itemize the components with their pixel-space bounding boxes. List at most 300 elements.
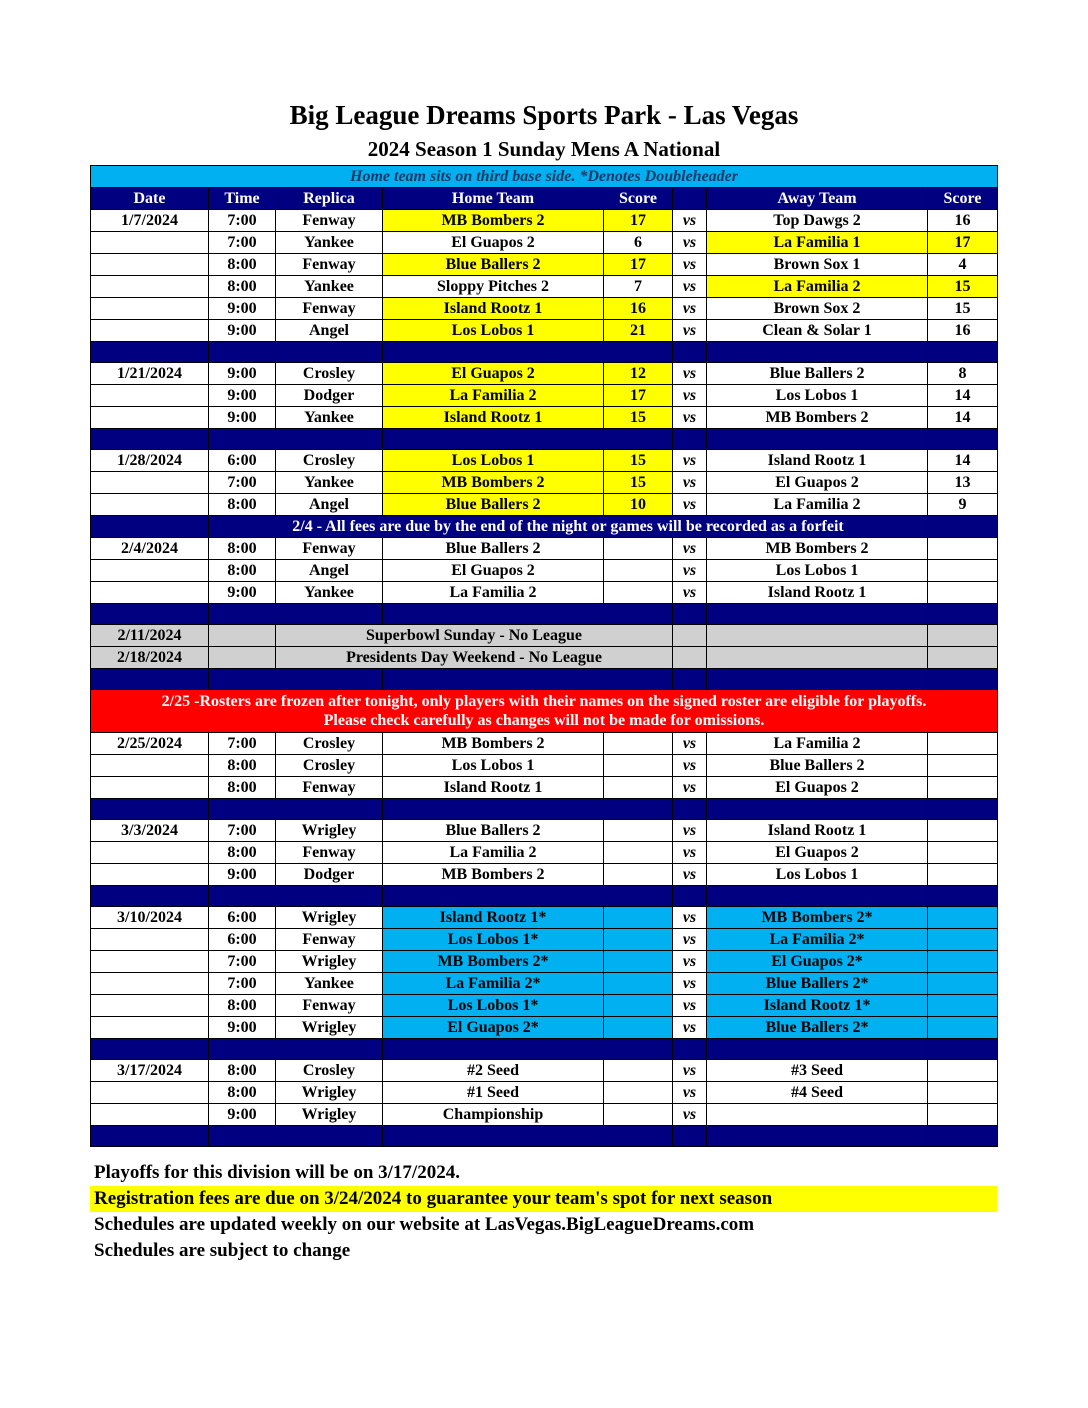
home-team: El Guapos 2 <box>383 363 604 385</box>
away-score <box>928 1060 998 1082</box>
away-team: Top Dawgs 2 <box>707 210 928 232</box>
home-team: La Familia 2 <box>383 582 604 604</box>
game-row <box>91 1017 998 1039</box>
home-team: Island Rootz 1* <box>383 907 604 929</box>
separator-cell <box>928 429 998 450</box>
home-team: Championship <box>383 1104 604 1126</box>
game-time: 8:00 <box>209 1060 276 1082</box>
game-row <box>91 494 998 516</box>
separator-cell <box>209 429 276 450</box>
game-time: 8:00 <box>209 777 276 799</box>
separator-cell <box>209 1039 276 1060</box>
game-date: 2/18/2024 <box>91 647 209 669</box>
vs-label: vs <box>673 755 707 777</box>
vs-label: vs <box>673 298 707 320</box>
game-field: Wrigley <box>276 907 383 929</box>
vs-label: vs <box>673 1104 707 1126</box>
vs-label: vs <box>673 472 707 494</box>
away-team: Island Rootz 1 <box>707 582 928 604</box>
home-score <box>604 1060 673 1082</box>
away-team: Brown Sox 2 <box>707 298 928 320</box>
separator-cell <box>604 886 673 907</box>
away-team: Los Lobos 1 <box>707 560 928 582</box>
away-team: El Guapos 2 <box>707 842 928 864</box>
separator-cell <box>383 799 604 820</box>
separator-cell <box>604 342 673 363</box>
home-score <box>604 1017 673 1039</box>
empty-cell <box>707 625 928 647</box>
game-date <box>91 1017 209 1039</box>
game-date: 1/28/2024 <box>91 450 209 472</box>
game-row <box>91 733 998 755</box>
separator-cell <box>707 342 928 363</box>
game-field: Fenway <box>276 538 383 560</box>
away-team: Brown Sox 1 <box>707 254 928 276</box>
home-score: 21 <box>604 320 673 342</box>
game-date <box>91 973 209 995</box>
away-team: Blue Ballers 2* <box>707 973 928 995</box>
schedule-table <box>90 165 998 1147</box>
away-score <box>928 842 998 864</box>
separator-cell <box>383 669 604 690</box>
vs-label: vs <box>673 254 707 276</box>
separator-row <box>91 886 998 907</box>
game-row <box>91 1104 998 1126</box>
roster-notice-row <box>91 690 998 733</box>
note-banner: Home team sits on third base side. *Denotes Doubleheader <box>91 166 998 188</box>
vs-label: vs <box>673 363 707 385</box>
away-team: MB Bombers 2* <box>707 907 928 929</box>
game-date <box>91 254 209 276</box>
game-field: Fenway <box>276 842 383 864</box>
home-team: #2 Seed <box>383 1060 604 1082</box>
game-date <box>91 995 209 1017</box>
vs-label: vs <box>673 407 707 429</box>
away-score <box>928 907 998 929</box>
separator-cell <box>91 604 209 625</box>
home-score <box>604 538 673 560</box>
home-score: 16 <box>604 298 673 320</box>
separator-cell <box>928 799 998 820</box>
game-time: 8:00 <box>209 1082 276 1104</box>
game-row <box>91 1082 998 1104</box>
game-date <box>91 582 209 604</box>
home-score <box>604 755 673 777</box>
away-score: 17 <box>928 232 998 254</box>
game-field: Fenway <box>276 298 383 320</box>
separator-row <box>91 1126 998 1147</box>
separator-cell <box>707 604 928 625</box>
game-row <box>91 232 998 254</box>
empty-cell <box>928 647 998 669</box>
separator-cell <box>209 886 276 907</box>
home-score <box>604 842 673 864</box>
home-score: 6 <box>604 232 673 254</box>
separator-cell <box>673 799 707 820</box>
game-time: 9:00 <box>209 582 276 604</box>
separator-cell <box>209 799 276 820</box>
header-row <box>91 188 998 210</box>
home-team: MB Bombers 2 <box>383 472 604 494</box>
game-date <box>91 407 209 429</box>
home-team: Blue Ballers 2 <box>383 820 604 842</box>
home-score <box>604 864 673 886</box>
home-score: 17 <box>604 385 673 407</box>
home-score <box>604 907 673 929</box>
home-score <box>604 820 673 842</box>
header-away-team: Away Team <box>707 188 928 210</box>
vs-label: vs <box>673 320 707 342</box>
game-time: 8:00 <box>209 995 276 1017</box>
game-field: Crosley <box>276 755 383 777</box>
vs-label: vs <box>673 560 707 582</box>
away-team: La Familia 2 <box>707 733 928 755</box>
game-row <box>91 450 998 472</box>
separator-row <box>91 799 998 820</box>
separator-cell <box>673 604 707 625</box>
separator-cell <box>91 886 209 907</box>
game-time: 7:00 <box>209 820 276 842</box>
vs-label: vs <box>673 1017 707 1039</box>
game-field: Dodger <box>276 864 383 886</box>
header-vs <box>673 188 707 210</box>
home-score: 15 <box>604 450 673 472</box>
away-score <box>928 995 998 1017</box>
away-score: 9 <box>928 494 998 516</box>
separator-cell <box>91 1126 209 1147</box>
game-field: Wrigley <box>276 951 383 973</box>
vs-label: vs <box>673 538 707 560</box>
separator-cell <box>673 429 707 450</box>
away-team: MB Bombers 2 <box>707 407 928 429</box>
game-date <box>91 864 209 886</box>
game-time: 7:00 <box>209 232 276 254</box>
game-field: Fenway <box>276 210 383 232</box>
header-date: Date <box>91 188 209 210</box>
home-team: La Familia 2 <box>383 385 604 407</box>
footer-playoffs: Playoffs for this division will be on 3/17/2024. <box>94 1162 460 1183</box>
separator-cell <box>91 799 209 820</box>
away-score: 14 <box>928 385 998 407</box>
game-field: Fenway <box>276 777 383 799</box>
separator-cell <box>276 429 383 450</box>
fees-notice-row <box>91 516 998 538</box>
away-score <box>928 973 998 995</box>
header-away-score: Score <box>928 188 998 210</box>
separator-row <box>91 1039 998 1060</box>
game-field: Angel <box>276 560 383 582</box>
game-field: Wrigley <box>276 1104 383 1126</box>
away-team: Los Lobos 1 <box>707 385 928 407</box>
empty-cell <box>209 625 276 647</box>
game-field: Fenway <box>276 254 383 276</box>
separator-cell <box>276 342 383 363</box>
home-score: 15 <box>604 407 673 429</box>
away-score: 15 <box>928 298 998 320</box>
vs-label: vs <box>673 777 707 799</box>
home-score: 15 <box>604 472 673 494</box>
fees-notice: 2/4 - All fees are due by the end of the night or games will be recorded as a forfeit <box>209 516 928 538</box>
roster-notice <box>91 690 998 733</box>
home-score <box>604 560 673 582</box>
game-time: 8:00 <box>209 538 276 560</box>
vs-label: vs <box>673 1060 707 1082</box>
vs-label: vs <box>673 973 707 995</box>
game-date <box>91 755 209 777</box>
home-team: MB Bombers 2 <box>383 210 604 232</box>
game-field: Yankee <box>276 973 383 995</box>
separator-cell <box>276 1039 383 1060</box>
separator-cell <box>928 1126 998 1147</box>
game-row <box>91 842 998 864</box>
home-team: Island Rootz 1 <box>383 298 604 320</box>
separator-cell <box>604 669 673 690</box>
header-home-team: Home Team <box>383 188 604 210</box>
game-field: Fenway <box>276 995 383 1017</box>
game-date: 1/21/2024 <box>91 363 209 385</box>
vs-label: vs <box>673 929 707 951</box>
separator-row <box>91 342 998 363</box>
home-team: La Familia 2* <box>383 973 604 995</box>
game-date <box>91 777 209 799</box>
away-score <box>928 582 998 604</box>
away-score: 14 <box>928 450 998 472</box>
game-time: 6:00 <box>209 450 276 472</box>
game-row <box>91 254 998 276</box>
away-team: #3 Seed <box>707 1060 928 1082</box>
separator-cell <box>673 886 707 907</box>
game-row <box>91 276 998 298</box>
separator-cell <box>707 429 928 450</box>
separator-cell <box>928 516 998 538</box>
game-time: 8:00 <box>209 254 276 276</box>
home-team: La Familia 2 <box>383 842 604 864</box>
separator-cell <box>209 1126 276 1147</box>
away-team: El Guapos 2* <box>707 951 928 973</box>
separator-cell <box>604 799 673 820</box>
game-row <box>91 755 998 777</box>
away-score <box>928 755 998 777</box>
game-field: Yankee <box>276 582 383 604</box>
away-team: El Guapos 2 <box>707 472 928 494</box>
no-league-note: Superbowl Sunday - No League <box>276 625 673 647</box>
separator-cell <box>383 1039 604 1060</box>
separator-row <box>91 429 998 450</box>
game-time: 9:00 <box>209 385 276 407</box>
empty-cell <box>673 647 707 669</box>
away-score: 13 <box>928 472 998 494</box>
game-field: Yankee <box>276 276 383 298</box>
no-league-note: Presidents Day Weekend - No League <box>276 647 673 669</box>
away-score <box>928 777 998 799</box>
home-team: MB Bombers 2* <box>383 951 604 973</box>
home-team: MB Bombers 2 <box>383 864 604 886</box>
no-league-row <box>91 625 998 647</box>
away-score <box>928 1082 998 1104</box>
home-score: 17 <box>604 210 673 232</box>
game-field: Angel <box>276 494 383 516</box>
vs-label: vs <box>673 450 707 472</box>
away-team: MB Bombers 2 <box>707 538 928 560</box>
game-row <box>91 1060 998 1082</box>
game-field: Crosley <box>276 363 383 385</box>
away-score <box>928 864 998 886</box>
away-score: 14 <box>928 407 998 429</box>
separator-cell <box>604 1039 673 1060</box>
game-field: Crosley <box>276 450 383 472</box>
game-row <box>91 907 998 929</box>
vs-label: vs <box>673 864 707 886</box>
vs-label: vs <box>673 494 707 516</box>
game-time: 9:00 <box>209 1104 276 1126</box>
game-field: Crosley <box>276 1060 383 1082</box>
away-score <box>928 820 998 842</box>
away-team: Island Rootz 1 <box>707 450 928 472</box>
separator-cell <box>383 604 604 625</box>
game-field: Dodger <box>276 385 383 407</box>
game-field: Wrigley <box>276 1017 383 1039</box>
home-team: El Guapos 2 <box>383 232 604 254</box>
separator-cell <box>209 604 276 625</box>
game-row <box>91 298 998 320</box>
home-score <box>604 582 673 604</box>
game-time: 9:00 <box>209 864 276 886</box>
vs-label: vs <box>673 582 707 604</box>
game-date <box>91 276 209 298</box>
footer-change: Schedules are subject to change <box>94 1240 351 1261</box>
home-team: Island Rootz 1 <box>383 777 604 799</box>
empty-cell <box>707 647 928 669</box>
vs-label: vs <box>673 232 707 254</box>
game-date <box>91 385 209 407</box>
game-time: 9:00 <box>209 298 276 320</box>
away-score <box>928 733 998 755</box>
separator-cell <box>276 604 383 625</box>
home-team: MB Bombers 2 <box>383 733 604 755</box>
separator-cell <box>276 886 383 907</box>
game-date <box>91 298 209 320</box>
separator-cell <box>928 342 998 363</box>
separator-cell <box>707 799 928 820</box>
away-team: El Guapos 2 <box>707 777 928 799</box>
game-row <box>91 951 998 973</box>
game-row <box>91 385 998 407</box>
separator-cell <box>604 429 673 450</box>
separator-cell <box>928 886 998 907</box>
away-team: La Familia 2* <box>707 929 928 951</box>
home-team: Los Lobos 1 <box>383 450 604 472</box>
game-time: 8:00 <box>209 755 276 777</box>
vs-label: vs <box>673 820 707 842</box>
game-date <box>91 494 209 516</box>
game-row <box>91 320 998 342</box>
away-team: Island Rootz 1* <box>707 995 928 1017</box>
page-title: Big League Dreams Sports Park - Las Vegas <box>289 100 799 130</box>
vs-label: vs <box>673 951 707 973</box>
home-score: 7 <box>604 276 673 298</box>
separator-cell <box>673 1039 707 1060</box>
away-score: 8 <box>928 363 998 385</box>
game-date <box>91 560 209 582</box>
home-score: 17 <box>604 254 673 276</box>
separator-cell <box>707 1039 928 1060</box>
away-score <box>928 1017 998 1039</box>
game-time: 6:00 <box>209 929 276 951</box>
separator-cell <box>91 516 209 538</box>
home-team: Blue Ballers 2 <box>383 254 604 276</box>
game-date <box>91 1104 209 1126</box>
vs-label: vs <box>673 733 707 755</box>
away-team: Blue Ballers 2* <box>707 1017 928 1039</box>
home-team: Blue Ballers 2 <box>383 538 604 560</box>
away-team: Los Lobos 1 <box>707 864 928 886</box>
game-time: 9:00 <box>209 320 276 342</box>
away-score: 15 <box>928 276 998 298</box>
game-time: 7:00 <box>209 210 276 232</box>
game-field: Wrigley <box>276 820 383 842</box>
home-team: Los Lobos 1 <box>383 320 604 342</box>
separator-cell <box>91 429 209 450</box>
game-time: 9:00 <box>209 407 276 429</box>
away-team: La Familia 1 <box>707 232 928 254</box>
empty-cell <box>928 625 998 647</box>
game-time: 8:00 <box>209 842 276 864</box>
game-field: Angel <box>276 320 383 342</box>
empty-cell <box>209 647 276 669</box>
game-time: 9:00 <box>209 363 276 385</box>
vs-label: vs <box>673 276 707 298</box>
game-date <box>91 1082 209 1104</box>
separator-cell <box>91 342 209 363</box>
game-field: Wrigley <box>276 1082 383 1104</box>
away-score <box>928 929 998 951</box>
home-team: El Guapos 2* <box>383 1017 604 1039</box>
separator-cell <box>707 1126 928 1147</box>
away-team: Island Rootz 1 <box>707 820 928 842</box>
away-team: Blue Ballers 2 <box>707 363 928 385</box>
game-time: 8:00 <box>209 494 276 516</box>
separator-cell <box>209 669 276 690</box>
home-team: Blue Ballers 2 <box>383 494 604 516</box>
game-field: Fenway <box>276 929 383 951</box>
home-score <box>604 951 673 973</box>
game-date: 2/11/2024 <box>91 625 209 647</box>
vs-label: vs <box>673 907 707 929</box>
game-time: 7:00 <box>209 951 276 973</box>
game-time: 7:00 <box>209 733 276 755</box>
home-team: Island Rootz 1 <box>383 407 604 429</box>
game-field: Yankee <box>276 407 383 429</box>
vs-label: vs <box>673 210 707 232</box>
separator-cell <box>673 342 707 363</box>
home-score <box>604 733 673 755</box>
away-score <box>928 951 998 973</box>
game-row <box>91 582 998 604</box>
away-team: #4 Seed <box>707 1082 928 1104</box>
game-time: 7:00 <box>209 973 276 995</box>
away-team: Clean & Solar 1 <box>707 320 928 342</box>
separator-cell <box>276 1126 383 1147</box>
home-score <box>604 777 673 799</box>
roster-notice-line-1: 2/25 -Rosters are frozen after tonight, only players with their names on the signed roster are eligible for playoffs. <box>161 693 927 710</box>
game-row <box>91 472 998 494</box>
game-date <box>91 472 209 494</box>
game-field: Yankee <box>276 472 383 494</box>
separator-cell <box>383 886 604 907</box>
game-date: 3/17/2024 <box>91 1060 209 1082</box>
roster-notice-line-2: Please check carefully as changes will not be made for omissions. <box>323 712 765 729</box>
separator-cell <box>707 669 928 690</box>
